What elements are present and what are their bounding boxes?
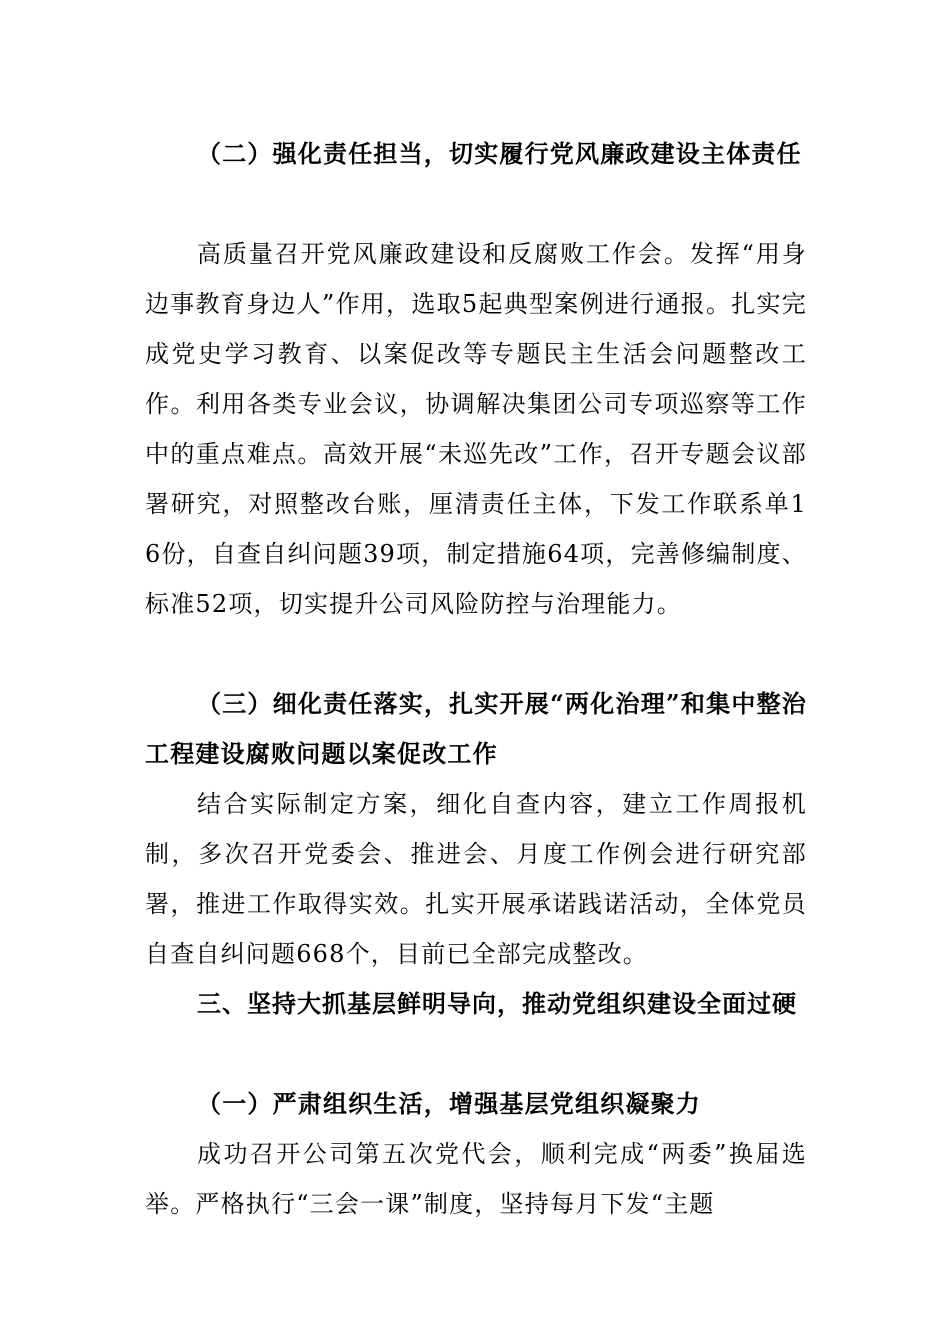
chapter-heading-grassroots: 三、坚持大抓基层鲜明导向，推动党组织建设全面过硬 — [197, 990, 797, 1018]
body-paragraph-party-congress: 成功召开公司第五次党代会，顺利完成“两委”换届选举。严格执行“三会一课”制度，坚持每月下发“主题 — [145, 1140, 807, 1218]
body-paragraph-anti-corruption-meeting: 高质量召开党风廉政建设和反腐败工作会。发挥“用身边事教育身边人”作用，选取5起典型案例进行通报。扎实完成党史学习教育、以案促改等专题民主生活会问题整改工作。利用各类专业会议，协调解决集团公司专项巡察等工作中的重点难点。高效开展“未巡先改”工作，召开专题会议部署研究，对照整改台账，厘清责任主体，下发工作联系单16份，自查自纠问题39项，制定措施64项，完善修编制度、标准52项，切实提升公司风险防控与治理能力。 — [145, 240, 807, 618]
section-heading-strengthen-responsibility: （二）强化责任担当，切实履行党风廉政建设主体责任 — [197, 139, 802, 168]
section-heading-organization-life: （一）严肃组织生活，增强基层党组织凝聚力 — [197, 1089, 701, 1118]
section-heading-refine-responsibility: （三）细化责任落实，扎实开展“两化治理”和集中整治工程建设腐败问题以案促改工作 — [145, 689, 807, 768]
body-paragraph-self-inspection: 结合实际制定方案，细化自查内容，建立工作周报机制，多次召开党委会、推进会、月度工作例会进行研究部署，推进工作取得实效。扎实开展承诺践诺活动，全体党员自查自纠问题668个，目前已全部完成整改。 — [145, 790, 807, 968]
